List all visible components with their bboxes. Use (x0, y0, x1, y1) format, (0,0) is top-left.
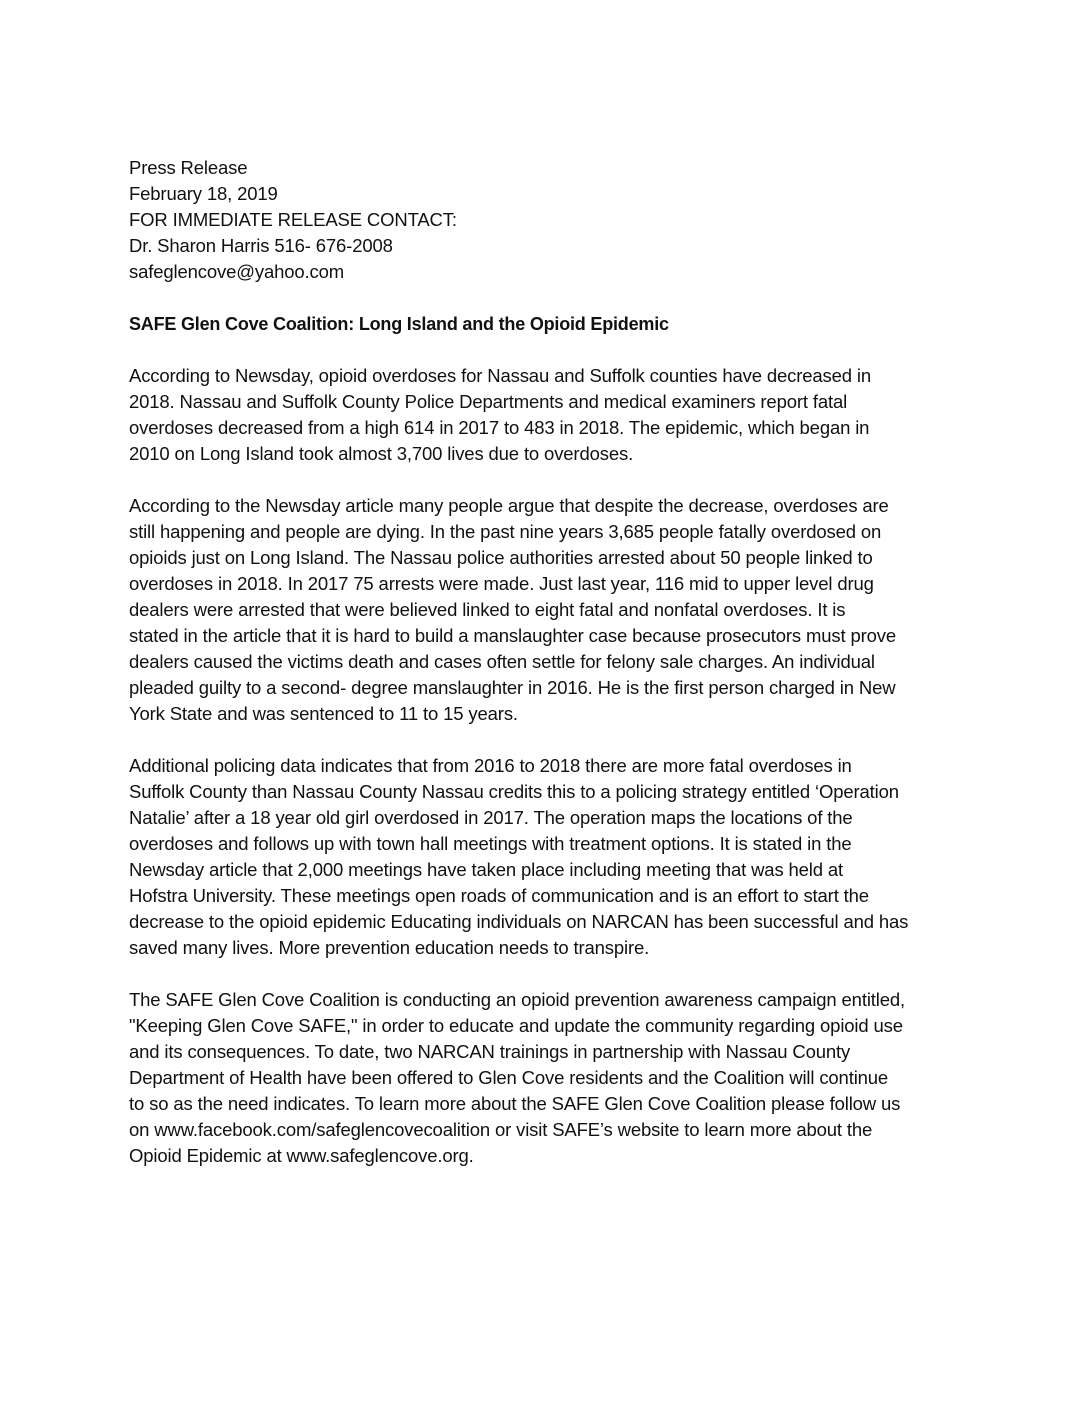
paragraph-line: Suffolk County than Nassau County Nassau credits this to a policing strategy entitled ‘Operation (129, 781, 899, 802)
paragraph-line: Newsday article that 2,000 meetings have taken place including meeting that was held at (129, 859, 844, 880)
paragraph-line: York State and was sentenced to 11 to 15 years. (129, 703, 518, 724)
press-release-content (129, 155, 959, 1169)
paragraph-line: According to the Newsday article many people argue that despite the decrease, overdoses are (129, 495, 889, 516)
release-date: February 18, 2019 (129, 183, 278, 204)
paragraph-line: still happening and people are dying. In the past nine years 3,685 people fatally overdosed on (129, 521, 882, 542)
paragraph-line: overdoses decreased from a high 614 in 2017 to 483 in 2018. The epidemic, which began in (129, 417, 870, 438)
release-header (129, 155, 959, 285)
release-label: Press Release (129, 157, 248, 178)
paragraph-line: According to Newsday, opioid overdoses for Nassau and Suffolk counties have decreased in (129, 365, 871, 386)
paragraph-line: stated in the article that it is hard to build a manslaughter case because prosecutors must prove (129, 625, 896, 646)
paragraph-line: on www.facebook.com/safeglencovecoalition or visit SAFE’s website to learn more about the (129, 1119, 873, 1140)
paragraph-line: overdoses in 2018. In 2017 75 arrests were made. Just last year, 116 mid to upper level drug (129, 573, 874, 594)
paragraph-line: opioids just on Long Island. The Nassau police authorities arrested about 50 people linked to (129, 547, 873, 568)
headline: SAFE Glen Cove Coalition: Long Island and the Opioid Epidemic (129, 314, 669, 334)
paragraph-line: The SAFE Glen Cove Coalition is conducting an opioid prevention awareness campaign entitled, (129, 989, 905, 1010)
paragraph-line: and its consequences. To date, two NARCAN trainings in partnership with Nassau County (129, 1041, 851, 1062)
paragraph-line: "Keeping Glen Cove SAFE," in order to educate and update the community regarding opioid use (129, 1015, 903, 1036)
paragraph-line: Hofstra University. These meetings open roads of communication and is an effort to start the (129, 885, 869, 906)
paragraph-line: Natalie’ after a 18 year old girl overdosed in 2017. The operation maps the locations of the (129, 807, 853, 828)
paragraph-line: Department of Health have been offered to Glen Cove residents and the Coalition will continue (129, 1067, 889, 1088)
paragraph-line: saved many lives. More prevention education needs to transpire. (129, 937, 650, 958)
paragraph-3 (129, 753, 959, 961)
paragraph-line: Opioid Epidemic at www.safeglencove.org. (129, 1145, 474, 1166)
paragraph-line: dealers were arrested that were believed linked to eight fatal and nonfatal overdoses. It is (129, 599, 846, 620)
contact-heading: FOR IMMEDIATE RELEASE CONTACT: (129, 209, 457, 230)
paragraph-1 (129, 363, 959, 467)
paragraph-2 (129, 493, 959, 727)
paragraph-4 (129, 987, 959, 1169)
paragraph-line: 2010 on Long Island took almost 3,700 lives due to overdoses. (129, 443, 634, 464)
paragraph-line: dealers caused the victims death and cases often settle for felony sale charges. An individual (129, 651, 875, 672)
paragraph-line: to so as the need indicates. To learn more about the SAFE Glen Cove Coalition please follow us (129, 1093, 901, 1114)
paragraph-line: pleaded guilty to a second- degree manslaughter in 2016. He is the first person charged in New (129, 677, 896, 698)
contact-name-phone: Dr. Sharon Harris 516- 676-2008 (129, 235, 393, 256)
paragraph-line: decrease to the opioid epidemic Educating individuals on NARCAN has been successful and has (129, 911, 909, 932)
paragraph-line: Additional policing data indicates that from 2016 to 2018 there are more fatal overdoses in (129, 755, 852, 776)
paragraph-line: 2018. Nassau and Suffolk County Police Departments and medical examiners report fatal (129, 391, 848, 412)
contact-email: safeglencove@yahoo.com (129, 261, 344, 282)
paragraph-line: overdoses and follows up with town hall meetings with treatment options. It is stated in the (129, 833, 852, 854)
